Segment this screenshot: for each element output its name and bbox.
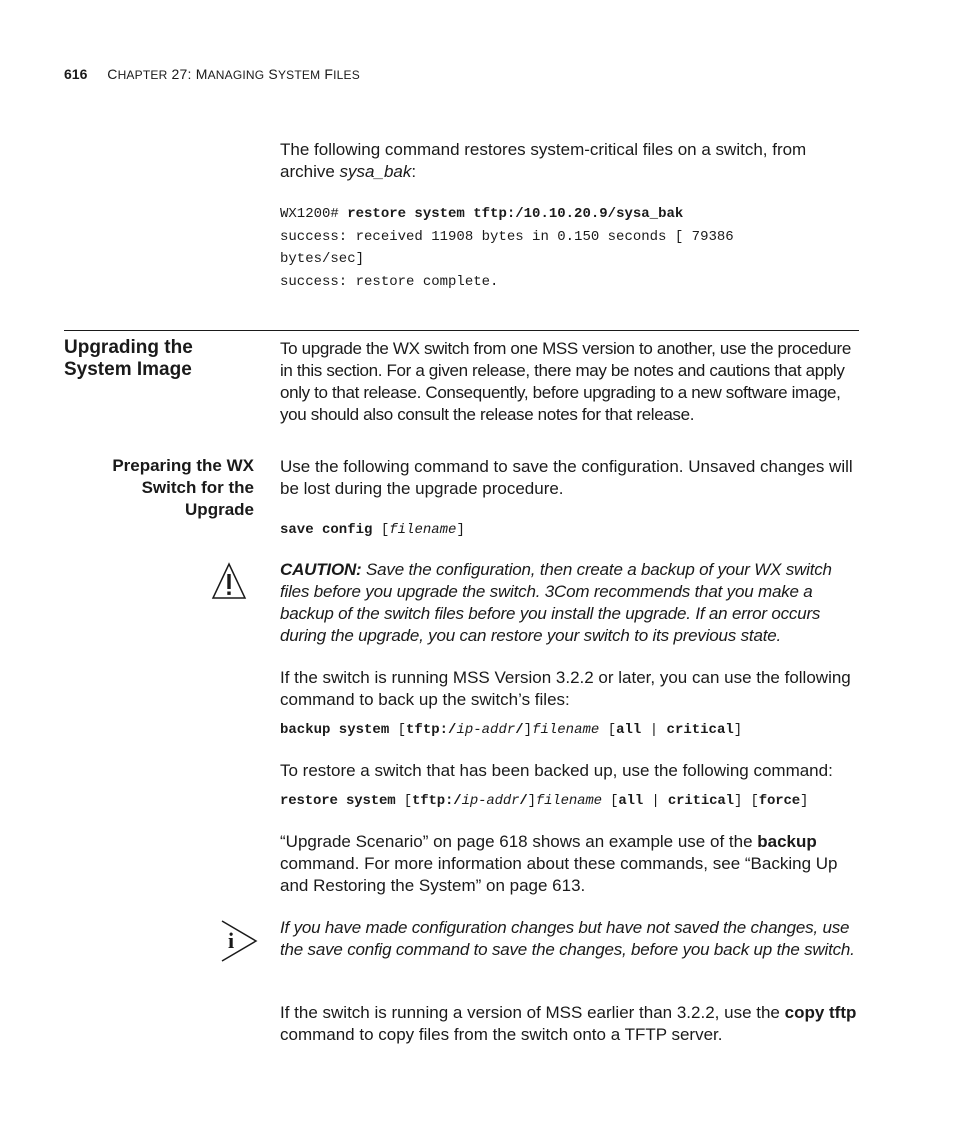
running-header [64,66,360,82]
backup-paragraph: If the switch is running MSS Version 3.2.2 or later, you can use the following command to back up the switch’s files: [280,668,851,709]
code-line-1: WX1200# restore system tftp:/10.10.20.9/sysa_bak [280,206,684,222]
intro-paragraph: The following command restores system-critical files on a switch, from archive sysa_bak: [280,140,807,181]
copy-tftp-paragraph: If the switch is running a version of MSS earlier than 3.2.2, use the copy tftp command to copy files from the switch onto a TFTP server. [280,1003,857,1044]
scenario-paragraph: “Upgrade Scenario” on page 618 shows an example use of the backup command. For more information about these commands, see “Backing Up and Restoring the System” on page 613. [280,832,838,895]
subsection-heading: Preparing the WX Switch for the Upgrade [112,456,254,519]
backup-system-command: backup system [tftp:/ip-addr/]filename [all | critical] [280,722,743,738]
chapter-title: CHAPTER 27: MANAGING SYSTEM FILES [107,66,360,82]
caution-triangle-icon [211,562,247,605]
restore-example-code [280,203,865,293]
caution-paragraph: CAUTION: Save the configuration, then create a backup of your WX switch files before you upgrade the switch. 3Com recommends that you make a backup of the switch files before you install the upgrade. If an error occurs during the upgrade, you can restore your switch to its previous state. [280,560,832,645]
section-heading: Upgrading the System Image [64,337,193,380]
code-line-2: success: received 11908 bytes in 0.150 seconds [ 79386 [280,228,734,245]
code-line-4: success: restore complete. [280,273,499,290]
save-config-paragraph: Use the following command to save the configuration. Unsaved changes will be lost during the upgrade procedure. [280,457,853,498]
note-paragraph: If you have made configuration changes but have not saved the changes, use the save config command to save the changes, before you back up the switch. [280,918,855,959]
restore-system-command: restore system [tftp:/ip-addr/]filename [all | critical] [force] [280,793,809,809]
code-line-3: bytes/sec] [280,251,365,267]
restore-paragraph: To restore a switch that has been backed up, use the following command: [280,761,833,780]
info-note-icon [219,919,259,968]
page-number: 616 [64,66,88,82]
save-config-command: save config [filename] [280,522,465,538]
caution-label: CAUTION: [280,560,362,579]
section-divider [64,330,859,331]
upgrade-intro-paragraph: To upgrade the WX switch from one MSS version to another, use the procedure in this section. For a given release, there may be notes and cautions that apply only to that release. Consequently, before upgrading to a new software image, you should also consult the release notes for that release. [280,339,851,424]
svg-text:i: i [228,928,235,953]
